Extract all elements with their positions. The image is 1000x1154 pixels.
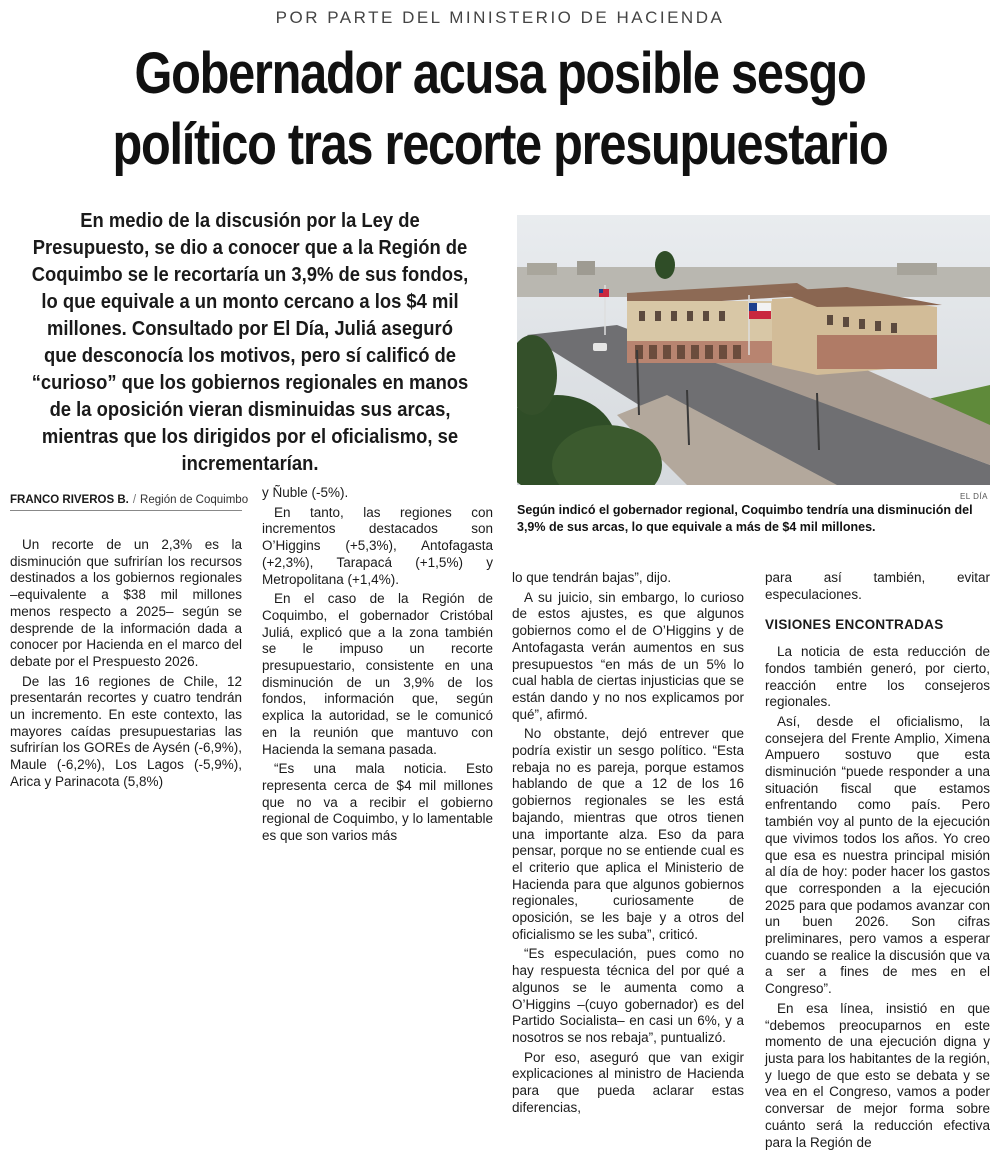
paragraph: De las 16 regiones de Chile, 12 presentarán recortes y cuatro tendrán un incremento. En este contexto, las mayores caídas presupuestarias las sufrirían los GOREs de Aysén (-6,9%), Maule (-6,2%), Los Lagos (-5,9%), Arica y Parinacota (5,8%): [10, 673, 242, 789]
kicker: POR PARTE DEL MINISTERIO DE HACIENDA: [275, 8, 725, 27]
paragraph: “Es una mala noticia. Esto representa cerca de $4 mil millones que no va a recibir el gobierno regional de Coquimbo, y lo lamentable es que son varios más: [262, 761, 493, 844]
paragraph: lo que tendrán bajas”, dijo.: [512, 570, 672, 585]
photo-caption: Según indicó el gobernador regional, Coquimbo tendría una disminución del 3,9% de sus arcas, lo que equivale a más de $4 mil millones.: [517, 503, 973, 534]
subheading: VISIONES ENCONTRADAS: [765, 617, 944, 633]
byline-separator: /: [132, 494, 137, 506]
byline-author: FRANCO RIVEROS B.: [10, 494, 129, 506]
paragraph: y Ñuble (-5%).: [262, 485, 349, 500]
paragraph: En esa línea, insistió en que “debemos preocuparnos en este momento de una ejecución digna y justa para los habitantes de la región, y luego de que esto se debata y se vea en el Congreso, vamos a poder conversar de mejor forma sobre cuánto será la reducción efectiva para la Región de: [765, 1000, 990, 1150]
paragraph: La noticia de esta reducción de fondos también generó, por cierto, reacción entre los consejeros regionales.: [765, 644, 990, 710]
headline-line-1: Gobernador acusa posible sesgo: [134, 41, 866, 106]
paragraph: A su juicio, sin embargo, lo curioso de estos ajustes, es que algunos gobiernos como el de O’Higgins y de Antofagasta verán aumentos en sus presupuestos “en más de un 5% lo cual habla de ciertas injusticias que se están dando y no nos explicamos por qué”, afirmó.: [512, 589, 744, 722]
byline: [10, 494, 249, 511]
paragraph: Así, desde el oficialismo, la consejera del Frente Amplio, Ximena Ampuero sostuvo que esta disminución “puede responder a una situación fiscal que estamos enfrentando como país. Pero también voy al punto de la ejecución que vivimos todos los años. Yo creo que esa es nuestra principal misión al día de hoy: poder hacer los gastos que corresponden a la ejecución 2025 para que podamos avanzar con un buen 2026. Son cifras preliminares, pero vamos a esperar cuando se realice la discusión que va a ser a fines de mes en el Congreso”.: [765, 713, 990, 997]
article-column-1: [10, 537, 242, 794]
paragraph: “Es especulación, pues como no hay respuesta técnica del por qué a algunos se le aumenta como a O’Higgins –(cuyo gobernador) es del Partido Socialista– en casi un 6%, y a nosotros se nos rebaja”, puntualizó.: [512, 946, 744, 1045]
paragraph: para así también, evitar especulaciones.: [765, 570, 990, 602]
paragraph: Un recorte de un 2,3% es la disminución que sufrirían los recursos destinados a los gobiernos regionales –equivalente a $38 mil millones menos respecto a 2025– según se desprende de la información dada a conocer por Hacienda en el marco del debate por el Prespuesto 2026.: [10, 537, 242, 669]
lead-paragraph: En medio de la discusión por la Ley de Presupuesto, se dio a conocer que a la Región de Coquimbo se le recortaría un 3,9% de sus fondos, lo que equivale a un monto cercano a los $4 mil millones. Consultado por El Día, Juliá aseguró que desconocía los motivos, pero sí calificó de “curioso” que los gobiernos regionales en manos de la oposición vieran disminuidas sus arcas, mientras que los dirigidos por el oficialismo, se incrementarían.: [31, 210, 469, 475]
paragraph: Por eso, aseguró que van exigir explicaciones al ministro de Hacienda para que pueda aclarar estas diferencias,: [512, 1049, 744, 1115]
article-column-4: [765, 570, 990, 1154]
headline: [97, 38, 903, 180]
paragraph: No obstante, dejó entrever que podría existir un sesgo político. “Esta rebaja no es pareja, porque estamos hablando de que a 12 de los 16 gobiernos regionales se les está bajando, mientras que otros tienen una importante alza. Eso da para pensar, porque no se entiende cual es el criterio que aplica el Ministerio de Hacienda para que algunos gobiernos regionales, curiosamente de oposición, se les baje y a otros del oficialismo se les suba”, criticó.: [512, 726, 744, 942]
article-column-2: [262, 485, 493, 848]
photo-credit: EL DÍA: [959, 492, 988, 501]
paragraph: En el caso de la Región de Coquimbo, el gobernador Cristóbal Juliá, explicó que a la zona también se le impuso un recorte presupuestario, consistente en una disminución de un 3,9% de los fondos, información que, según explica la autoridad, se le comunicó en la reunión que mantuvo con Hacienda la semana pasada.: [262, 591, 493, 757]
paragraph: En tanto, las regiones con incrementos destacados son O’Higgins (+5,3%), Antofagasta (+2,3%), Tarapacá (+1,5%) y Metropolitana (+1,4%).: [262, 504, 493, 587]
headline-line-2: político tras recorte presupuestario: [112, 112, 888, 177]
byline-region: Región de Coquimbo: [140, 494, 249, 506]
article-column-3: [512, 570, 744, 1120]
news-photo: [517, 215, 990, 485]
